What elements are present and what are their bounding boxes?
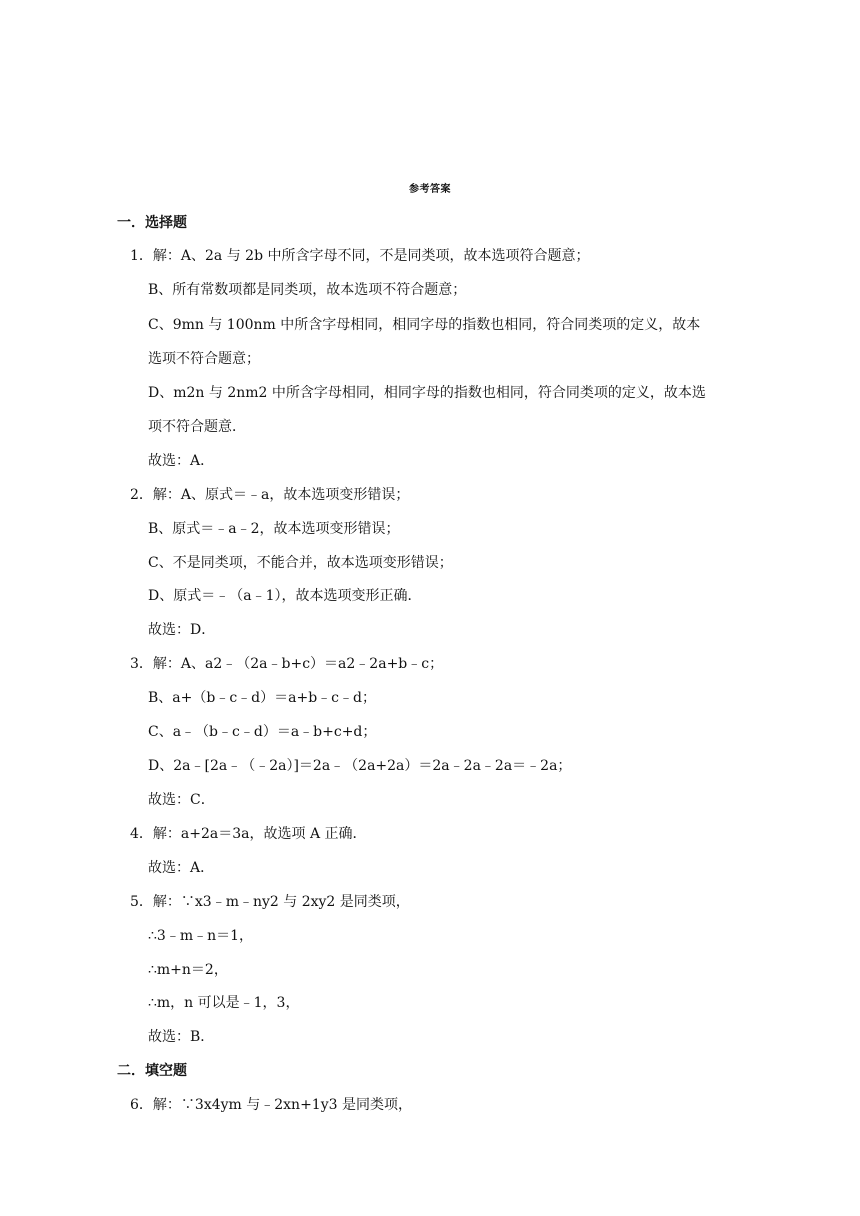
answer-line: D、m2n 与 2nm2 中所含字母相同，相同字母的指数也相同，符合同类项的定义，故本选 xyxy=(148,385,706,401)
answer-line: B、原式＝﹣a﹣2，故本选项变形错误； xyxy=(148,521,400,537)
answer-line: 故选：D． xyxy=(148,622,216,638)
answer-line: B、a+（b﹣c﹣d）＝a+b﹣c﹣d； xyxy=(148,690,376,706)
answer-line: B、所有常数项都是同类项，故本选项不符合题意； xyxy=(148,282,467,298)
answer-line: 故选：C． xyxy=(148,792,215,808)
answer-line: ∴3﹣m﹣n＝1， xyxy=(148,928,254,944)
answer-line: 故选：B． xyxy=(148,1029,215,1045)
section-heading-choice: 一．选择题 xyxy=(117,215,187,231)
answer-line: C、a﹣（b﹣c﹣d）＝a﹣b+c+d； xyxy=(148,724,377,740)
answer-line: 1．解：A、2a 与 2b 中所含字母不同，不是同类项，故本选项符合题意； xyxy=(130,248,590,264)
answer-line: 6．解：∵3x4ym 与﹣2xn+1y3 是同类项， xyxy=(130,1097,412,1113)
answer-line: C、不是同类项，不能合并，故本选项变形错误； xyxy=(148,555,453,571)
answer-line: D、2a﹣[2a﹣（﹣2a）]＝2a﹣（2a+2a）＝2a﹣2a﹣2a＝﹣2a； xyxy=(148,758,572,774)
page-title: 参考答案 xyxy=(409,184,451,195)
answer-line: 3．解：A、a2﹣（2a﹣b+c）＝a2﹣2a+b﹣c； xyxy=(130,656,444,672)
section-heading-fill: 二．填空题 xyxy=(117,1063,187,1079)
answer-line: ∴m+n＝2， xyxy=(148,962,228,978)
answer-line: 项不符合题意． xyxy=(148,419,246,435)
answer-line: C、9mn 与 100nm 中所含字母相同，相同字母的指数也相同，符合同类项的定义，故本 xyxy=(148,317,701,333)
answer-line: 故选：A． xyxy=(148,453,215,469)
answer-line: 选项不符合题意； xyxy=(148,351,260,367)
answer-line: ∴m，n 可以是﹣1，3， xyxy=(148,995,300,1011)
answer-line: 5．解：∵x3﹣m﹣ny2 与 2xy2 是同类项， xyxy=(130,894,410,910)
answer-line: 故选：A． xyxy=(148,860,215,876)
answer-line: 4．解：a+2a＝3a，故选项 A 正确． xyxy=(130,826,367,842)
answer-line: D、原式＝﹣（a﹣1），故本选项变形正确． xyxy=(148,588,422,604)
answer-line: 2．解：A、原式＝﹣a，故本选项变形错误； xyxy=(130,487,410,503)
